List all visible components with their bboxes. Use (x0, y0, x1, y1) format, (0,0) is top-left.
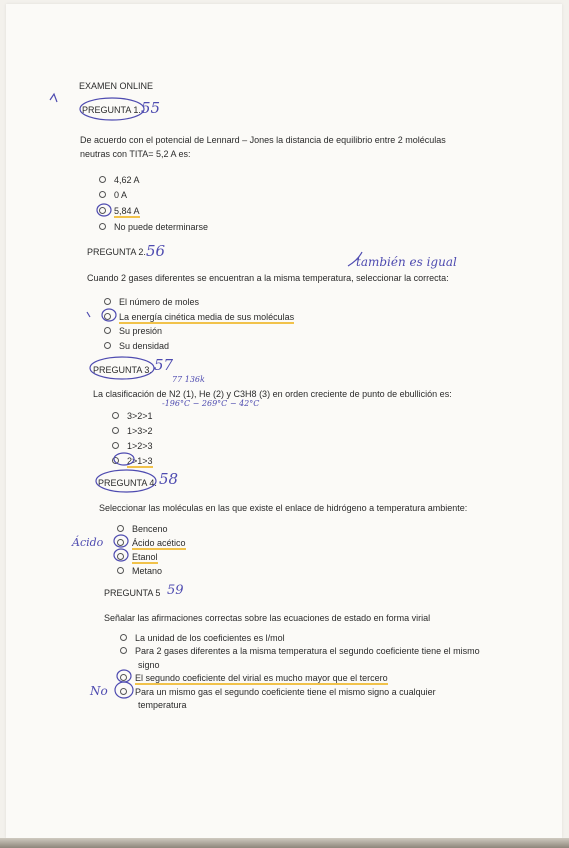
question-2-handwritten-number: 56 (146, 242, 166, 260)
question-1-text-line1: De acuerdo con el potencial de Lennard – Jones la distancia de equilibrio entre 2 moléculas (80, 135, 446, 145)
q5-option-4-line2: temperatura (138, 700, 187, 710)
question-5-handwritten-number: 59 (167, 583, 184, 598)
q1-option-2[interactable]: 0 A (99, 189, 127, 201)
checkbox-icon (120, 688, 127, 695)
q1-option-4[interactable]: No puede determinarse (99, 221, 208, 233)
checkbox-icon (117, 525, 124, 532)
radio-icon (99, 191, 106, 198)
q5-option-4[interactable]: Para un mismo gas el segundo coeficiente tiene el mismo signo a cualquier (120, 686, 436, 698)
exam-page (6, 4, 562, 838)
question-3-handwritten-number: 57 (154, 356, 174, 374)
page-shadow-edge (0, 838, 569, 848)
radio-icon (104, 298, 111, 305)
radio-icon (112, 442, 119, 449)
q4-option-4[interactable]: Metano (117, 565, 162, 577)
question-5-label: PREGUNTA 5 (104, 588, 161, 598)
q4-option-1[interactable]: Benceno (117, 523, 168, 535)
q5-option-1[interactable]: La unidad de los coeficientes es l/mol (120, 632, 285, 644)
q4-option-2[interactable]: Ácido acético (117, 537, 186, 549)
q2-option-4[interactable]: Su densidad (104, 340, 169, 352)
radio-icon (112, 427, 119, 434)
radio-icon (99, 207, 106, 214)
radio-icon (99, 176, 106, 183)
q3-option-2[interactable]: 1>3>2 (112, 425, 153, 437)
q2-option-3[interactable]: Su presión (104, 325, 162, 337)
q2-option-2[interactable]: La energía cinética media de sus moléculas (104, 311, 294, 323)
q3-option-4[interactable]: 2>1>3 (112, 455, 153, 467)
question-4-label: PREGUNTA 4. (98, 478, 157, 488)
checkbox-icon (120, 634, 127, 641)
checkbox-icon (117, 553, 124, 560)
question-1-text-line2: neutras con TITA= 5,2 A es: (80, 149, 191, 159)
radio-icon (99, 223, 106, 230)
q3-option-3[interactable]: 1>2>3 (112, 440, 153, 452)
radio-icon (104, 313, 111, 320)
question-3-label: PREGUNTA 3. (93, 365, 152, 375)
question-4-handwritten-number: 58 (159, 470, 179, 488)
question-5-text: Señalar las afirmaciones correctas sobre las ecuaciones de estado en forma virial (104, 613, 431, 623)
checkbox-icon (120, 674, 127, 681)
q5-option-3[interactable]: El segundo coeficiente del virial es mucho mayor que el tercero (120, 672, 388, 684)
question-1-label: PREGUNTA 1. (82, 105, 141, 115)
question-2-label: PREGUNTA 2. (87, 247, 146, 257)
radio-icon (112, 412, 119, 419)
question-4-handwritten-side: Ácido (72, 536, 104, 549)
q1-option-3[interactable]: 5,84 A (99, 205, 140, 217)
question-1-handwritten-number: 55 (141, 99, 161, 117)
q5-option-2[interactable]: Para 2 gases diferentes a la misma temperatura el segundo coeficiente tiene el mismo (120, 645, 480, 657)
checkbox-icon (117, 539, 124, 546)
q1-option-1[interactable]: 4,62 A (99, 174, 140, 186)
radio-icon (112, 457, 119, 464)
question-5-handwritten-side: No (90, 684, 108, 698)
radio-icon (104, 342, 111, 349)
question-3-handwritten-temps: -196°C − 269°C − 42°C (162, 399, 260, 408)
question-2-handwritten-note: también es igual (356, 255, 457, 269)
q2-option-1[interactable]: El número de moles (104, 296, 199, 308)
checkbox-icon (120, 647, 127, 654)
question-4-text: Seleccionar las moléculas en las que existe el enlace de hidrógeno a temperatura ambiente: (99, 503, 468, 513)
radio-icon (104, 327, 111, 334)
q5-option-2-line2: signo (138, 660, 160, 670)
question-3-handwritten-note-top: 77 136k (172, 375, 205, 384)
exam-title: EXAMEN ONLINE (79, 81, 154, 91)
question-3-text: La clasificación de N2 (1), He (2) y C3H8 (3) en orden creciente de punto de ebullición es: (93, 389, 452, 399)
question-2-text: Cuando 2 gases diferentes se encuentran a la misma temperatura, seleccionar la correcta: (87, 273, 449, 283)
q3-option-1[interactable]: 3>2>1 (112, 410, 153, 422)
q4-option-3[interactable]: Etanol (117, 551, 158, 563)
checkbox-icon (117, 567, 124, 574)
